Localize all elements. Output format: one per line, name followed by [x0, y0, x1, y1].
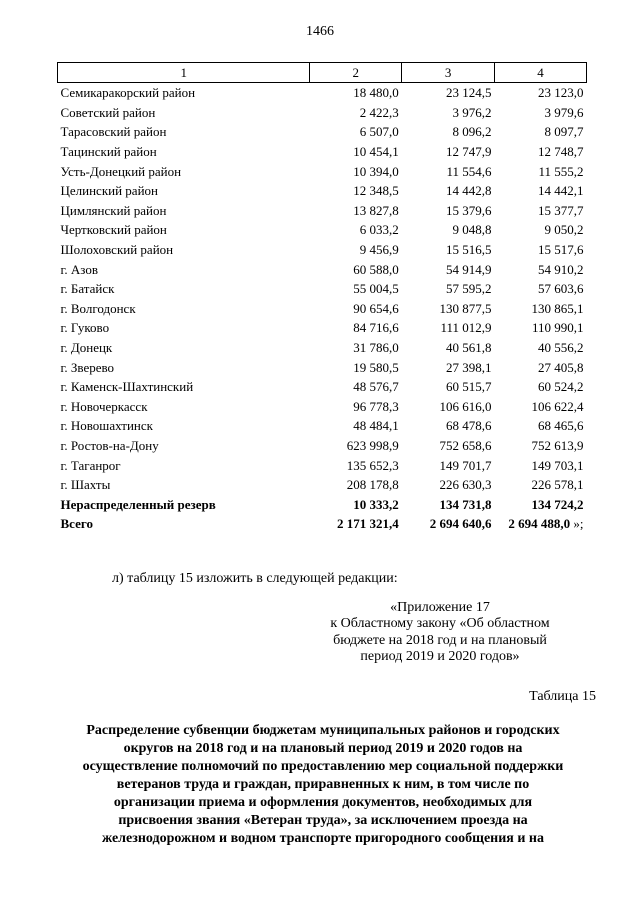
row-name-cell — [58, 201, 310, 221]
row-name-cell-text: Нераспределенный резерв — [60, 496, 216, 512]
table-row — [58, 103, 587, 123]
value-2019-cell-text: 752 658,6 — [439, 437, 492, 453]
value-2020-cell-text: 11 555,2 — [538, 163, 584, 179]
value-2020-cell-text: 27 405,8 — [538, 359, 584, 375]
table-row — [58, 338, 587, 358]
value-2020-cell — [495, 240, 587, 260]
value-2018-cell — [310, 259, 402, 279]
value-2019-cell-text: 12 747,9 — [446, 144, 492, 160]
table-heading — [58, 722, 588, 848]
value-2020-cell — [495, 318, 587, 338]
value-2019-cell — [402, 397, 495, 417]
appendix-line: период 2019 и 2020 годов» — [360, 649, 520, 665]
value-2020-cell — [495, 279, 587, 299]
row-name-cell-text: г. Зверево — [60, 359, 115, 375]
value-2019-cell — [402, 220, 495, 240]
appendix-line: «Приложение 17 — [390, 600, 490, 615]
value-2018-cell — [310, 494, 402, 514]
row-name-cell — [58, 514, 310, 534]
value-2020-cell — [495, 299, 587, 319]
value-2018-cell-text: 135 652,3 — [346, 457, 399, 473]
row-name-cell — [58, 299, 310, 319]
column-header: 1 — [58, 63, 310, 83]
row-name-cell — [58, 338, 310, 358]
value-2020-cell — [495, 377, 587, 397]
value-2020-cell — [495, 259, 587, 279]
value-2018-cell-text: 12 348,5 — [353, 183, 399, 199]
row-name-cell-text: г. Батайск — [60, 281, 115, 297]
value-2020-cell — [495, 514, 587, 534]
row-name-cell — [58, 455, 310, 475]
value-2018-cell — [310, 338, 402, 358]
subsidy-table — [57, 62, 587, 534]
value-2018-cell — [310, 220, 402, 240]
value-2020-cell-text: 226 578,1 — [531, 477, 584, 493]
column-header: 4 — [495, 63, 587, 83]
value-2019-cell-text: 130 877,5 — [439, 300, 492, 316]
value-2018-cell-text: 96 778,3 — [353, 398, 399, 414]
value-2020-cell-text: 752 613,9 — [531, 437, 584, 453]
row-name-cell — [58, 475, 310, 495]
value-2019-cell — [402, 338, 495, 358]
value-2018-cell-text: 84 716,6 — [353, 320, 399, 336]
appendix-line: бюджете на 2018 год и на плановый — [333, 632, 547, 648]
value-2018-cell — [310, 161, 402, 181]
value-2020-cell-text: 110 990,1 — [531, 320, 584, 336]
value-2020-cell-text: 54 910,2 — [538, 261, 584, 277]
value-2019-cell-text: 14 442,8 — [446, 183, 492, 199]
value-2018-cell — [310, 299, 402, 319]
value-2018-cell — [310, 514, 402, 534]
value-2019-cell — [402, 318, 495, 338]
value-2019-cell — [402, 279, 495, 299]
row-name-cell-text: г. Донецк — [60, 340, 113, 356]
value-2020-cell-text: 15 377,7 — [538, 202, 584, 218]
row-name-cell — [58, 279, 310, 299]
value-2018-cell — [310, 83, 402, 103]
value-2019-cell-text: 23 124,5 — [446, 85, 492, 101]
heading-line: округов на 2018 год и на плановый период 2019 и 2020 годов на — [123, 741, 523, 756]
value-2019-cell — [402, 416, 495, 436]
row-name-cell — [58, 357, 310, 377]
value-2018-cell — [310, 416, 402, 436]
value-2018-cell-text: 2 422,3 — [359, 104, 399, 120]
value-2020-cell-text: 106 622,4 — [531, 398, 584, 414]
heading-line: Распределение субвенции бюджетам муниципальных районов и городских — [86, 723, 560, 738]
value-2019-cell-text: 3 976,2 — [452, 104, 492, 120]
value-2019-cell-text: 40 561,8 — [446, 340, 492, 356]
value-2018-cell — [310, 103, 402, 123]
value-2018-cell-text: 623 998,9 — [346, 437, 399, 453]
row-name-cell — [58, 181, 310, 201]
value-2020-cell-text: 40 556,2 — [538, 340, 584, 356]
value-2018-cell-text: 90 654,6 — [353, 300, 399, 316]
value-2019-cell-text: 8 096,2 — [452, 124, 492, 140]
heading-line: организации приема и оформления документов, необходимых для — [113, 795, 533, 810]
table-row — [58, 240, 587, 260]
value-2018-cell-text: 10 454,1 — [353, 144, 399, 160]
value-2019-cell-text: 27 398,1 — [446, 359, 492, 375]
table-row — [58, 377, 587, 397]
value-2019-cell-text: 134 731,8 — [439, 496, 492, 512]
row-name-cell — [58, 259, 310, 279]
value-2019-cell — [402, 142, 495, 162]
column-header: 3 — [402, 63, 495, 83]
value-2018-cell-text: 10 333,2 — [353, 496, 399, 512]
instruction-text: л) таблицу 15 изложить в следующей редакции: — [112, 571, 398, 586]
row-name-cell-text: Шолоховский район — [60, 242, 174, 258]
table-row — [58, 220, 587, 240]
row-name-cell — [58, 161, 310, 181]
table-row — [58, 161, 587, 181]
value-2020-cell-text: 149 703,1 — [531, 457, 584, 473]
row-name-cell-text: Усть-Донецкий район — [60, 163, 182, 179]
value-2018-cell-text: 6 033,2 — [359, 222, 399, 238]
value-2019-cell — [402, 299, 495, 319]
value-2019-cell — [402, 475, 495, 495]
row-name-cell — [58, 103, 310, 123]
value-2020-cell — [495, 455, 587, 475]
value-2018-cell — [310, 181, 402, 201]
value-2019-cell — [402, 259, 495, 279]
value-2020-cell — [495, 83, 587, 103]
value-2020-cell-text: 3 979,6 — [544, 104, 584, 120]
value-2018-cell — [310, 240, 402, 260]
value-2020-cell — [495, 397, 587, 417]
value-2018-cell-text: 13 827,8 — [353, 202, 399, 218]
row-name-cell-text: г. Ростов-на-Дону — [60, 437, 159, 453]
row-name-cell-text: г. Таганрог — [60, 457, 121, 473]
value-2020-cell-text: 60 524,2 — [538, 379, 584, 395]
value-2018-cell — [310, 377, 402, 397]
table-row — [58, 83, 587, 103]
row-name-cell-text: г. Новочеркасск — [60, 398, 148, 414]
value-2019-cell-text: 57 595,2 — [446, 281, 492, 297]
table-row — [58, 318, 587, 338]
value-2020-cell — [495, 475, 587, 495]
row-name-cell — [58, 397, 310, 417]
row-name-cell-text: Целинский район — [60, 183, 158, 199]
closing-quote-text: »; — [570, 516, 584, 532]
value-2019-cell-text: 111 012,9 — [440, 320, 492, 336]
row-name-cell-text: Тацинский район — [60, 144, 157, 160]
row-name-cell — [58, 416, 310, 436]
value-2018-cell-text: 18 480,0 — [353, 85, 399, 101]
value-2020-cell — [495, 338, 587, 358]
value-2020-cell — [495, 142, 587, 162]
value-2020-cell — [495, 181, 587, 201]
table-body — [58, 83, 587, 534]
value-2020-cell — [495, 161, 587, 181]
value-2019-cell-text: 68 478,6 — [446, 418, 492, 434]
row-name-cell — [58, 220, 310, 240]
value-2018-cell-text: 19 580,5 — [353, 359, 399, 375]
value-2018-cell — [310, 279, 402, 299]
value-2018-cell — [310, 455, 402, 475]
value-2020-cell — [495, 494, 587, 514]
row-name-cell — [58, 494, 310, 514]
row-name-cell-text: Семикаракорский район — [60, 85, 196, 101]
row-name-cell-text: Чертковский район — [60, 222, 167, 238]
row-name-cell — [58, 83, 310, 103]
row-name-cell-text: г. Каменск-Шахтинский — [60, 379, 194, 395]
row-name-cell-text: г. Новошахтинск — [60, 418, 153, 434]
row-name-cell-text: Тарасовский район — [60, 124, 167, 140]
row-name-cell-text: г. Волгодонск — [60, 300, 136, 316]
value-2020-cell-text: 15 517,6 — [538, 242, 584, 258]
table-row — [58, 357, 587, 377]
row-name-cell-text: г. Азов — [60, 261, 98, 277]
value-2019-cell — [402, 494, 495, 514]
value-2018-cell-text: 2 171 321,4 — [336, 516, 399, 532]
value-2018-cell-text: 55 004,5 — [353, 281, 399, 297]
table-row — [58, 122, 587, 142]
value-2020-cell-text: 23 123,0 — [538, 85, 584, 101]
table-row — [58, 259, 587, 279]
row-name-cell — [58, 318, 310, 338]
value-2018-cell — [310, 318, 402, 338]
value-2019-cell — [402, 377, 495, 397]
value-2018-cell — [310, 436, 402, 456]
row-name-cell-text: Советский район — [60, 104, 156, 120]
value-2020-cell — [495, 103, 587, 123]
value-2019-cell — [402, 83, 495, 103]
appendix-line: к Областному закону «Об областном — [330, 616, 550, 632]
table-row — [58, 279, 587, 299]
value-2019-cell — [402, 455, 495, 475]
value-2018-cell — [310, 122, 402, 142]
row-name-cell — [58, 436, 310, 456]
row-name-cell — [58, 240, 310, 260]
value-2019-cell — [402, 436, 495, 456]
value-2019-cell-text: 226 630,3 — [439, 477, 492, 493]
value-2020-cell-text: 14 442,1 — [538, 183, 584, 199]
value-2020-cell-text: 134 724,2 — [531, 496, 584, 512]
value-2020-cell — [495, 416, 587, 436]
value-2018-cell-text: 31 786,0 — [353, 340, 399, 356]
value-2019-cell — [402, 181, 495, 201]
value-2020-cell-text: 8 097,7 — [544, 124, 584, 140]
value-2019-cell-text: 149 701,7 — [439, 457, 492, 473]
value-2019-cell-text: 2 694 640,6 — [429, 516, 492, 532]
value-2019-cell — [402, 240, 495, 260]
value-2020-cell-text: 68 465,6 — [538, 418, 584, 434]
value-2020-cell-text: 2 694 488,0 — [508, 516, 571, 532]
page-number: 1466 — [306, 24, 334, 39]
value-2018-cell-text: 48 484,1 — [353, 418, 399, 434]
value-2020-cell-text: 9 050,2 — [544, 222, 584, 238]
table-label: Таблица 15 — [529, 689, 596, 704]
table-row — [58, 299, 587, 319]
table-row — [58, 436, 587, 456]
value-2018-cell-text: 6 507,0 — [359, 124, 399, 140]
table-row — [58, 181, 587, 201]
reserve-row — [58, 494, 587, 514]
table-row — [58, 397, 587, 417]
table-header-row — [58, 63, 587, 83]
table-row — [58, 416, 587, 436]
value-2018-cell-text: 48 576,7 — [353, 379, 399, 395]
value-2018-cell — [310, 357, 402, 377]
value-2019-cell — [402, 514, 495, 534]
value-2018-cell — [310, 475, 402, 495]
heading-line: ветеранов труда и граждан, приравненных к ним, в том числе по — [116, 777, 530, 792]
value-2020-cell — [495, 357, 587, 377]
table-row — [58, 475, 587, 495]
value-2019-cell-text: 106 616,0 — [439, 398, 492, 414]
value-2019-cell-text: 15 516,5 — [446, 242, 492, 258]
value-2019-cell — [402, 201, 495, 221]
table-row — [58, 201, 587, 221]
value-2019-cell-text: 11 554,6 — [446, 163, 492, 179]
value-2018-cell — [310, 201, 402, 221]
value-2018-cell — [310, 142, 402, 162]
row-name-cell — [58, 142, 310, 162]
row-name-cell — [58, 377, 310, 397]
row-name-cell-text: Цимлянский район — [60, 202, 167, 218]
value-2018-cell-text: 60 588,0 — [353, 261, 399, 277]
value-2019-cell-text: 54 914,9 — [446, 261, 492, 277]
column-header: 2 — [310, 63, 402, 83]
value-2019-cell — [402, 122, 495, 142]
value-2018-cell-text: 208 178,8 — [346, 477, 399, 493]
value-2019-cell — [402, 357, 495, 377]
row-name-cell — [58, 122, 310, 142]
value-2020-cell-text: 130 865,1 — [531, 300, 584, 316]
heading-line: осуществление полномочий по предоставлению мер социальной поддержки — [82, 759, 564, 774]
value-2019-cell-text: 60 515,7 — [446, 379, 492, 395]
value-2020-cell — [495, 122, 587, 142]
heading-line: железнодорожном и водном транспорте пригородного сообщения и на — [101, 831, 545, 846]
table-row — [58, 142, 587, 162]
value-2018-cell — [310, 397, 402, 417]
row-name-cell-text: г. Гуково — [60, 320, 110, 336]
value-2019-cell-text: 15 379,6 — [446, 202, 492, 218]
table-row — [58, 455, 587, 475]
value-2019-cell — [402, 103, 495, 123]
value-2018-cell-text: 9 456,9 — [359, 242, 399, 258]
value-2019-cell-text: 9 048,8 — [452, 222, 492, 238]
row-name-cell-text: г. Шахты — [60, 477, 111, 493]
value-2020-cell-text: 12 748,7 — [538, 144, 584, 160]
value-2019-cell — [402, 161, 495, 181]
value-2018-cell-text: 10 394,0 — [353, 163, 399, 179]
appendix-note — [300, 600, 580, 666]
row-name-cell-text: Всего — [60, 516, 93, 532]
total-row — [58, 514, 587, 534]
value-2020-cell — [495, 220, 587, 240]
value-2020-cell — [495, 201, 587, 221]
heading-line: присвоения звания «Ветеран труда», за исключением проезда на — [118, 813, 528, 828]
value-2020-cell-text: 57 603,6 — [538, 281, 584, 297]
value-2020-cell — [495, 436, 587, 456]
